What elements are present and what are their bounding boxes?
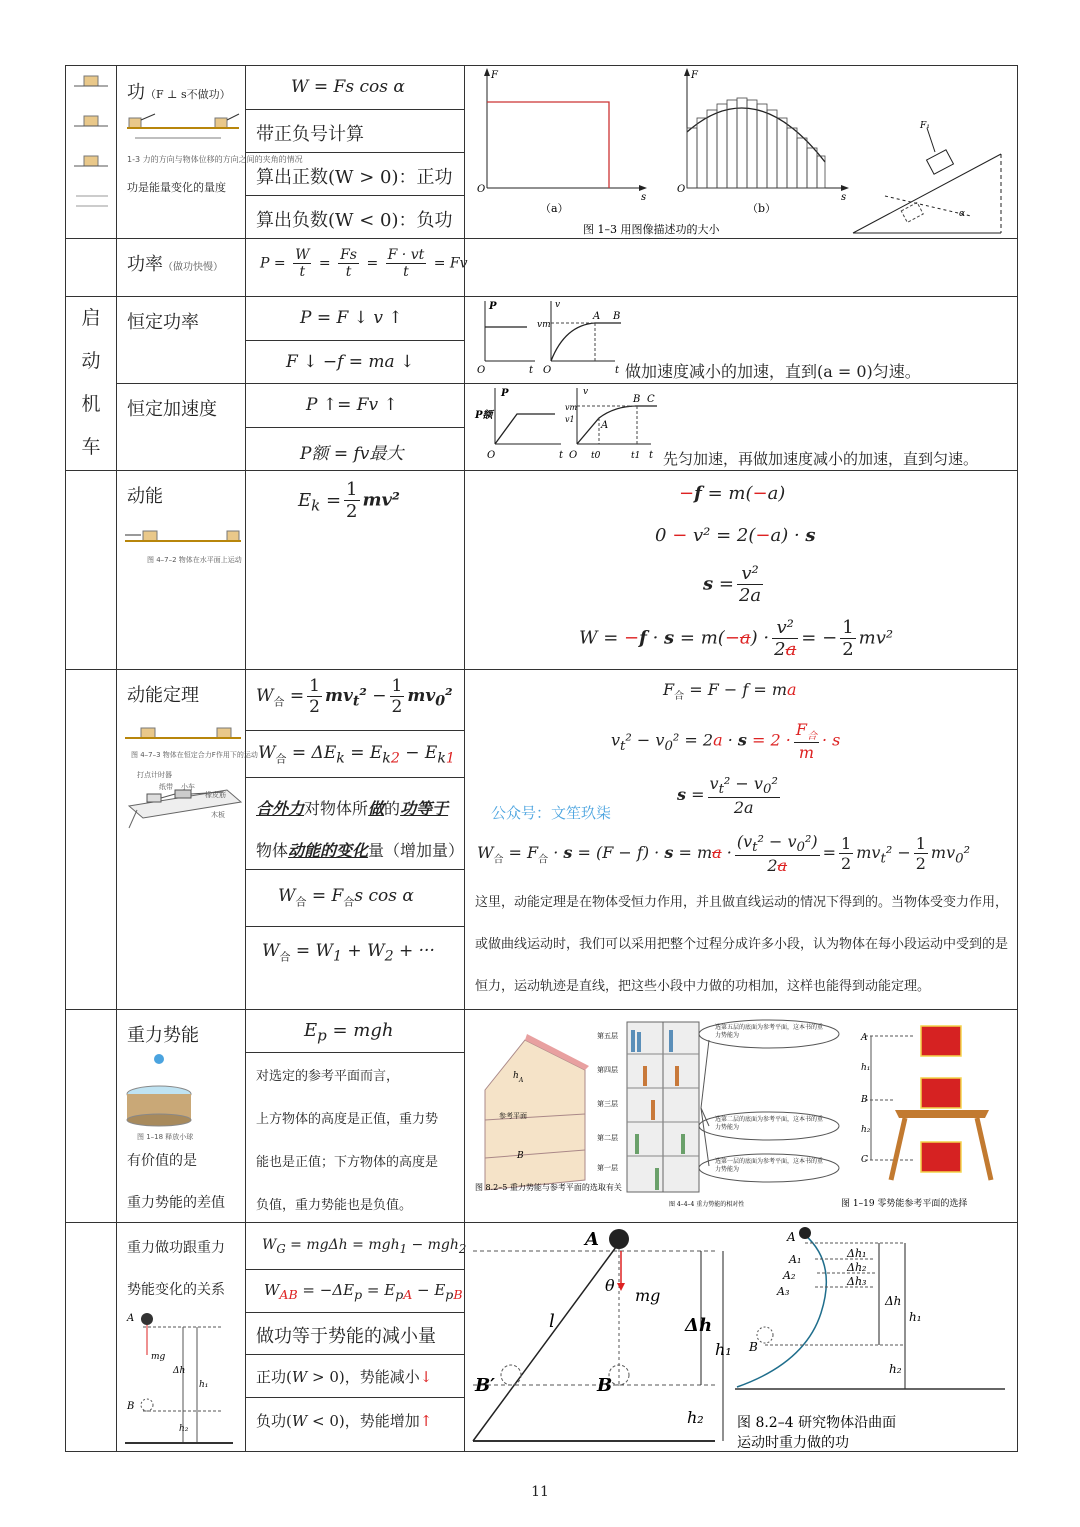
- svg-text:B: B: [127, 1401, 135, 1412]
- relation-title-2: 势能变化的关系: [127, 1282, 225, 1298]
- theorem-f2-cell: [245, 730, 465, 778]
- relation-f5-cell: [245, 1397, 465, 1452]
- svg-text:v1: v1: [565, 415, 575, 424]
- svg-text:v: v: [583, 387, 589, 397]
- floor-4: 第四层: [597, 1066, 618, 1074]
- theorem-statement-1: 合外力对物体所做的功等于: [256, 799, 449, 818]
- potential-text-3: 能也是正值；下方物体的高度是: [256, 1155, 439, 1170]
- relation-empty-cell: [65, 1222, 117, 1452]
- potential-formula: $E_p$ = mgh: [304, 1020, 394, 1045]
- svg-text:t1: t1: [631, 451, 641, 461]
- svg-text:A: A: [127, 1313, 135, 1324]
- relation-f1: $W_G = mg\Delta h = mgh_1 - mgh_2$: [262, 1237, 467, 1256]
- svg-text:O: O: [477, 184, 486, 195]
- theorem-label-timer: 打点计时器: [137, 771, 172, 779]
- graph-b-label: （b）: [747, 202, 777, 215]
- relation-title-cell: [116, 1222, 246, 1452]
- graph-a-label: （a）: [540, 202, 569, 215]
- const-power-desc: 做加速度减小的加速，直到(a = 0)匀速。: [625, 362, 921, 381]
- svg-text:vm: vm: [537, 320, 551, 330]
- svg-text:vm: vm: [565, 403, 578, 412]
- floor-5: 第五层: [597, 1032, 618, 1040]
- power-note: （做功快慢）: [163, 262, 223, 273]
- theorem-f1-cell: [245, 669, 465, 731]
- theorem-explanation: 这里，动能定理是在物体受恒力作用，并且做直线运动的情况下得到的。当物体受变力作用，或做曲线运动时，我们可以采用把整个过程分成许多小段，认为物体在每小段运动中受到的是恒力，运动轨迹是直线，把这些小段中力做的功相加，这样也能得到动能定理。: [475, 895, 1009, 994]
- floor-3: 第三层: [597, 1100, 618, 1108]
- potential-empty-cell: [65, 1009, 117, 1223]
- vehicle-side-cell: [65, 296, 117, 471]
- kinetic-deriv-2: 0 − v² = 2(−a) · s: [655, 525, 816, 546]
- floor-1: 第一层: [597, 1164, 618, 1172]
- svg-text:Δh: Δh: [685, 1315, 713, 1336]
- svg-text:O: O: [487, 450, 496, 461]
- relation-f2: $W_{AB} = -\Delta E_p = E_{pA} - E_{pB}$: [264, 1281, 463, 1302]
- svg-text:Δh: Δh: [173, 1366, 186, 1376]
- svg-text:O: O: [569, 450, 578, 461]
- work-sign-cell: [245, 109, 465, 153]
- svg-text:s: s: [641, 192, 647, 203]
- kinetic-title-cell: [116, 470, 246, 670]
- theorem-deriv-4: $W_合 = F_合 \cdot s = (F - f) \cdot s$ = ma · $\frac{(v_t^2 - v_0^2)}{2a}$ = $\frac{1}{2}$ $mv_t^2$ − $\frac{1}{2}$ $mv_0^2$: [477, 832, 971, 876]
- relation-figure-cell: [464, 1222, 1018, 1452]
- theorem-deriv-1: $F_合 = F - f$ = ma: [663, 680, 797, 703]
- const-accel-desc: 先匀加速，再做加速度减小的加速，直到匀速。: [663, 450, 979, 468]
- relation-figures: [465, 1223, 1017, 1451]
- theorem-label-tape: 纸带: [159, 783, 173, 791]
- const-accel-graphs: [465, 384, 665, 470]
- theorem-title: 动能定理: [127, 685, 199, 706]
- relation-f2-cell: [245, 1269, 465, 1313]
- power-title: 功率: [127, 254, 163, 275]
- work-negative-cell: [245, 195, 465, 239]
- svg-text:t0: t0: [591, 451, 601, 461]
- kinetic-empty-cell: [65, 470, 117, 670]
- svg-text:C: C: [647, 394, 655, 405]
- relation-f4: 正功(W > 0)，势能减小↓: [256, 1368, 433, 1386]
- potential-fig-caption: 图 1–18 释放小球: [137, 1133, 194, 1141]
- svg-text:t: t: [615, 365, 620, 376]
- theorem-title-cell: [116, 669, 258, 1010]
- theorem-statement-cell: [245, 777, 465, 870]
- potential-title-cell: [116, 1009, 246, 1223]
- relation-f5: 负功(W < 0)，势能增加↑: [256, 1412, 433, 1430]
- cap-boxes: 图 1–19 零势能参考平面的选择: [841, 1199, 968, 1209]
- potential-text-4: 负值，重力势能也是负值。: [256, 1198, 413, 1213]
- ref-plane-label: 参考平面: [499, 1112, 527, 1120]
- svg-text:B: B: [749, 1340, 758, 1354]
- bubble-3: 选第一层的底面为参考平面，这本书的重力势能为: [715, 1158, 824, 1173]
- kinetic-figure: [123, 521, 243, 551]
- svg-text:mg: mg: [151, 1352, 166, 1362]
- work-formula: W = Fs cos α: [291, 77, 405, 97]
- relation-f4-cell: [245, 1354, 465, 1398]
- relation-f3-cell: [245, 1312, 465, 1355]
- kinetic-formula-cell: [245, 470, 465, 670]
- svg-text:t: t: [559, 450, 564, 461]
- relation-cap-1: 图 8.2–4 研究物体沿曲面: [737, 1415, 897, 1431]
- svg-text:B: B: [861, 1095, 868, 1105]
- svg-text:h: h: [513, 1071, 519, 1081]
- const-accel-f2-cell: [245, 427, 465, 471]
- const-accel-graph-cell: [464, 383, 1018, 471]
- const-power-title-cell: [116, 296, 246, 384]
- theorem-f2: $W_合 = \Delta E_k = E_{k2} - E_{k1}$: [258, 743, 455, 767]
- kinetic-deriv-3: s = $\frac{\text{v²}}{2a}$: [703, 563, 762, 606]
- svg-text:O: O: [477, 365, 486, 376]
- potential-text-2: 上方物体的高度是正值，重力势: [256, 1112, 439, 1127]
- svg-text:h₂: h₂: [179, 1424, 189, 1434]
- kinetic-title: 动能: [127, 486, 163, 507]
- relation-cap-2: 运动时重力做的功: [737, 1435, 849, 1451]
- theorem-empty-cell: [65, 669, 117, 1010]
- svg-text:P额: P额: [475, 410, 493, 421]
- potential-text-cell: [245, 1052, 465, 1223]
- potential-figures: [465, 1010, 1017, 1222]
- floor-2: 第二层: [597, 1134, 618, 1142]
- potential-desc-1: 有价值的是: [127, 1153, 197, 1169]
- work-desc: 功是能量变化的量度: [127, 181, 226, 194]
- ball-drop-figure: [125, 1050, 205, 1130]
- theorem-label-board: 木板: [211, 811, 225, 819]
- svg-text:l: l: [549, 1311, 555, 1332]
- const-accel-f1-cell: [245, 383, 465, 428]
- kinetic-formula: $E_k$ = $\frac{1}{2}$ mv²: [298, 479, 400, 522]
- const-power-title: 恒定功率: [127, 312, 199, 333]
- svg-text:A: A: [601, 420, 609, 431]
- svg-text:B′: B′: [475, 1375, 495, 1396]
- svg-text:C: C: [861, 1155, 868, 1165]
- svg-text:A₂: A₂: [783, 1269, 796, 1282]
- kinetic-deriv-1: −f = m(−a): [679, 483, 786, 504]
- svg-text:A: A: [585, 1229, 599, 1250]
- const-power-f2: F ↓ −f = ma ↓: [286, 352, 415, 372]
- power-formula: P = $\frac{W}{t}$ = $\frac{Fs}{t}$ = $\frac{F \cdot vt}{t}$ = Fv: [260, 247, 468, 280]
- const-power-f1-cell: [245, 296, 465, 341]
- graph-caption: 图 1–3 用图像描述功的大小: [583, 223, 720, 236]
- svg-text:v: v: [555, 300, 561, 310]
- const-accel-title: 恒定加速度: [127, 399, 217, 420]
- theorem-f4: $W_合 = W_1 + W_2$ + ···: [262, 941, 435, 965]
- power-title-cell: [116, 238, 246, 297]
- theorem-figure-top: [123, 720, 243, 750]
- svg-text:h₂: h₂: [687, 1408, 704, 1427]
- relation-small-figure: [123, 1307, 243, 1447]
- svg-text:h₂: h₂: [889, 1362, 902, 1376]
- vehicle-side-label: 启 动 机 车: [81, 307, 101, 458]
- svg-text:F₁: F₁: [920, 121, 930, 131]
- work-title-cell: [116, 65, 303, 239]
- svg-text:A: A: [519, 1077, 524, 1084]
- kinetic-fig-caption: 图 4–7–2 物体在水平面上运动: [147, 556, 242, 564]
- svg-text:F: F: [491, 70, 498, 81]
- svg-text:Δh₂: Δh₂: [847, 1261, 867, 1274]
- force-diagrams-icon: [66, 66, 116, 238]
- theorem-f3-cell: [245, 869, 465, 927]
- theorem-f1: $W_合$ = $\frac{1}{2}$ $mv_t^2$ − $\frac{1}{2}$ $mv_0^2$: [256, 676, 453, 717]
- svg-text:h₂: h₂: [861, 1125, 871, 1135]
- svg-text:B: B: [597, 1375, 613, 1396]
- work-icon-cell: [65, 65, 117, 239]
- relation-title-1: 重力做功跟重力: [127, 1240, 225, 1256]
- svg-text:P: P: [489, 301, 497, 312]
- potential-formula-cell: [245, 1009, 465, 1053]
- power-empty-right-cell: [464, 238, 1018, 297]
- const-power-f1: P = F ↓ v ↑: [300, 308, 403, 328]
- svg-text:t: t: [529, 365, 534, 376]
- const-accel-f2: P额 = fv最大: [300, 444, 404, 464]
- svg-text:B: B: [517, 1151, 524, 1161]
- svg-text:O: O: [677, 184, 686, 195]
- svg-text:h₁: h₁: [861, 1063, 871, 1073]
- svg-text:A: A: [593, 311, 601, 322]
- watermark: 公众号：文笙玖柒: [491, 804, 612, 822]
- svg-text:P: P: [501, 388, 509, 399]
- svg-text:A: A: [861, 1033, 868, 1043]
- relation-f1-cell: [245, 1222, 465, 1270]
- bubble-1: 选第五层的底面为参考平面，这本书的重力势能为: [715, 1024, 824, 1039]
- svg-text:F: F: [691, 70, 698, 81]
- theorem-deriv-3: s = $\frac{v_t^2 - v_0^2}{2a}$: [677, 774, 778, 818]
- work-graph-cell: [464, 65, 1018, 239]
- work-note: （F ⊥ s不做功）: [145, 88, 231, 101]
- work-positive: 算出正数(W > 0)：正功: [256, 167, 453, 188]
- cap-house: 图 8.2–5 重力势能与参考平面的选取有关: [475, 1183, 622, 1192]
- svg-text:B: B: [613, 311, 621, 322]
- svg-text:s: s: [841, 192, 847, 203]
- power-formula-cell: [245, 238, 468, 297]
- potential-figures-cell: [464, 1009, 1018, 1223]
- svg-text:A₁: A₁: [789, 1253, 802, 1266]
- svg-text:mg: mg: [635, 1286, 661, 1305]
- theorem-f3: $W_合 = F_合s$ cos α: [278, 886, 414, 909]
- const-power-graph-cell: [464, 296, 1018, 384]
- svg-text:h₁: h₁: [909, 1310, 922, 1324]
- svg-text:Δh: Δh: [885, 1294, 902, 1308]
- theorem-derivation-cell: [464, 669, 1018, 1010]
- work-title: 功: [127, 82, 145, 103]
- theorem-f4-cell: [245, 926, 465, 1010]
- svg-text:h₁: h₁: [199, 1380, 209, 1390]
- potential-desc-2: 重力势能的差值: [127, 1195, 225, 1211]
- kinetic-derivation-cell: [464, 470, 1018, 670]
- theorem-label-band: 橡皮筋: [205, 791, 226, 799]
- svg-text:h₁: h₁: [715, 1340, 732, 1359]
- svg-text:Δh₃: Δh₃: [847, 1275, 867, 1288]
- theorem-statement-2: 物体动能的变化量（增加量）: [256, 841, 465, 860]
- work-positive-cell: [245, 152, 465, 196]
- potential-text-1: 对选定的参考平面而言，: [256, 1069, 400, 1084]
- const-power-graphs: [465, 297, 625, 383]
- theorem-fig-caption: 图 4–7–3 物体在恒定合力F作用下的运动: [131, 751, 258, 759]
- work-sign-rule: 带正负号计算: [256, 124, 364, 145]
- theorem-deriv-2: $v_t^2 - v_0^2 = 2a \cdot s = 2$ · $\frac{F_合}{m}$ · s: [611, 720, 841, 763]
- svg-text:A₃: A₃: [777, 1285, 790, 1298]
- work-force-figure: [125, 110, 240, 160]
- work-negative: 算出负数(W < 0)：负功: [256, 210, 453, 231]
- bubble-2: 选第二层的底面为参考平面，这本书的重力势能为: [715, 1116, 824, 1131]
- const-accel-f1: P ↑= Fv ↑: [306, 395, 398, 415]
- potential-title: 重力势能: [127, 1025, 199, 1046]
- power-empty-cell: [65, 238, 117, 297]
- svg-text:B: B: [633, 394, 641, 405]
- theorem-label-cart: 小车: [181, 783, 195, 791]
- svg-text:α: α: [959, 209, 966, 219]
- svg-text:A: A: [787, 1230, 796, 1244]
- const-power-f2-cell: [245, 340, 465, 384]
- work-graphs: [465, 66, 1017, 238]
- svg-text:t: t: [649, 450, 654, 461]
- svg-text:Δh₁: Δh₁: [847, 1247, 867, 1260]
- svg-text:O: O: [543, 365, 552, 376]
- const-accel-title-cell: [116, 383, 246, 471]
- page-number: 11: [531, 1484, 549, 1500]
- work-fig-caption: 1-3 力的方向与物体位移的方向之间的夹角的情况: [127, 155, 303, 164]
- kinetic-deriv-4: W = −f · s = m(−a) · $\frac{\text{v²}}{2a}$ = − $\frac{1}{2}$ mv²: [579, 617, 894, 660]
- svg-text:θ: θ: [605, 1276, 615, 1295]
- cap-shelf: 图 4–4–4 重力势能的相对性: [669, 1201, 745, 1208]
- relation-f3: 做功等于势能的减小量: [256, 1326, 436, 1347]
- work-formula-cell: [245, 65, 465, 110]
